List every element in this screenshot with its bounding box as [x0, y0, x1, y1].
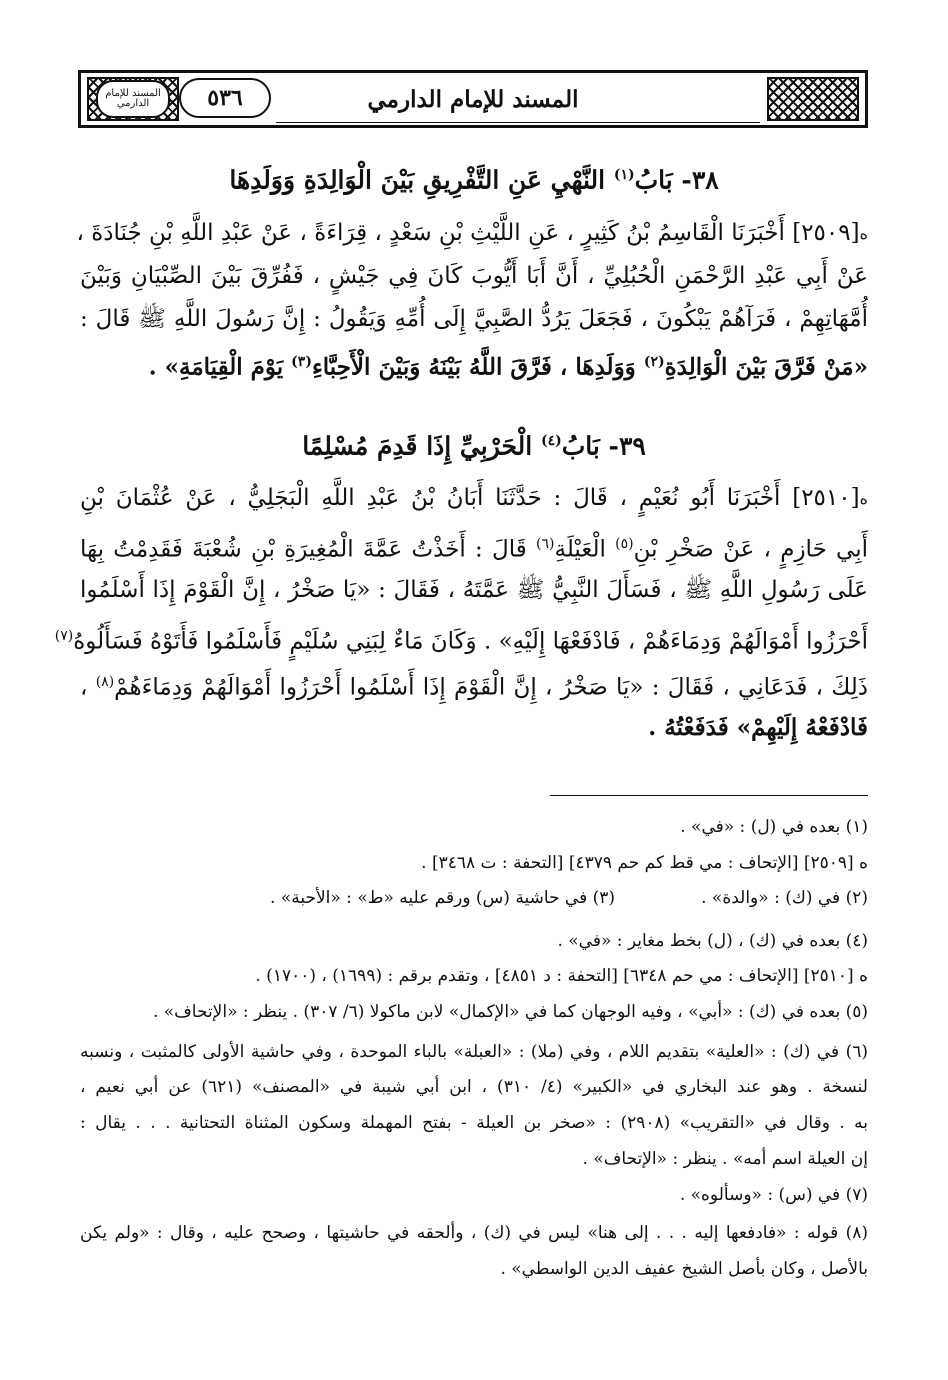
chapter-39-subject: الْحَرْبِيِّ إِذَا قَدِمَ مُسْلِمًا	[302, 431, 533, 461]
hadith-2510-line-2	[80, 524, 868, 570]
footnote-ref-1: (١)	[613, 167, 635, 183]
footnote-ref-8: (٨)	[95, 674, 115, 690]
chapter-39-title: ٣٩- بَابُ	[561, 431, 646, 461]
running-title: المسند للإمام الدارمي	[367, 85, 579, 113]
hadith-text: «مَنْ فَرَّقَ بَيْنَ الْوَالِدَةِ	[664, 353, 868, 381]
hadith-text: يَوْمَ الْقِيَامَةِ» .	[148, 353, 284, 381]
hadith-text: أَحْرَزُوا أَمْوَالَهُمْ وَدِمَاءَهُمْ ، فَادْفَعْهَا إِلَيْهِ» . وَكَانَ مَاءٌ لِبَنِي سُلَيْمٍ فَأَسْلَمُوا فَأَتَوْهُ فَسَأَلُوهُ	[73, 628, 868, 655]
seal-text: المسند للإمام الدارمي	[96, 80, 170, 118]
footnote-ref-3: (٣)	[291, 354, 312, 370]
footnote-ref-5: (٥)	[615, 536, 634, 552]
hadith-2510-line-4	[54, 616, 868, 662]
hadith-text: أَخْبَرَنَا أَبُو نُعَيْمٍ ، قَالَ : حَدَّثَنَا أَبَانُ بْنُ عَبْدِ اللَّهِ الْبَجَلِيُّ ، عَنْ عُثْمَانَ بْنِ	[80, 485, 781, 511]
footnote-6-line-1: (٦) في (ك) : «العلية» بتقديم اللام ، وفي (ملا) : «العبلة» بالباء الموحدة ، وفي حاشية الأولى كالمثبت ، ونسبه	[80, 1042, 868, 1062]
chapter-38-title: ٣٨- بَابُ	[634, 165, 719, 195]
page-header	[78, 70, 868, 128]
footnote-1: (١) بعده في (ل) : «في» .	[680, 817, 868, 837]
footnote-3: (٣) في حاشية (س) ورقم عليه «ط» : «الأحبة» .	[270, 888, 616, 908]
hadith-2510-line-6: فَادْفَعْهُ إِلَيْهِمْ» فَدَفَعْتُهُ .	[648, 714, 868, 741]
footnote-ref-7: (٧)	[54, 628, 74, 644]
hadith-2509-line-1	[76, 213, 868, 254]
hadith-2510-line-3: عَلَى رَسُولِ اللَّهِ ﷺ ، فَسَأَلَ النَّبِيُّ ﷺ عَمَّتَهُ ، فَقَالَ : «يَا صَخْرُ ، إِنَّ الْقَوْمَ إِذَا أَسْلَمُوا	[80, 577, 868, 603]
footnote-ref-6: (٦)	[536, 536, 555, 552]
hadith-text: ذَلِكَ ، فَدَعَانِي ، فَقَالَ : «يَا صَخْرُ ، إِنَّ الْقَوْمَ إِذَا أَسْلَمُوا أَحْرَزُوا أَمْوَالَهُمْ وَدِمَاءَهُمْ	[114, 674, 868, 701]
hadith-marker: ه	[859, 489, 868, 508]
footnote-6-line-4: إن العيلة اسم أمه» . ينظر : «الإتحاف» .	[582, 1149, 868, 1169]
chapter-38-heading	[80, 155, 868, 200]
chapter-39-heading	[80, 421, 868, 466]
footnote-7: (٧) في (س) : «وسألوه» .	[679, 1185, 868, 1205]
footnote-separator	[550, 795, 868, 796]
chapter-38-subject: النَّهْيِ عَنِ التَّفْرِيقِ بَيْنَ الْوَالِدَةِ وَوَلَدِهَا	[229, 165, 606, 195]
hadith-2509-line-4	[80, 342, 868, 388]
hadith-text: وَوَلَدِهَا ، فَرَّقَ اللَّهُ بَيْنَهُ وَبَيْنَ الْأَحِبَّاءِ	[311, 353, 636, 381]
hadith-text: أَبِي حَازِمٍ ، عَنْ صَخْرِ بْنِ	[633, 536, 868, 563]
header-ornament-right	[767, 77, 859, 121]
hadith-marker: ه	[859, 224, 868, 243]
footnote-8-line-2: بالأصل ، وكان بأصل الشيخ عفيف الدين الواسطي» .	[500, 1259, 868, 1279]
footnote-2-3-row	[80, 883, 868, 913]
hadith-number: [٢٥٠٩]	[792, 220, 860, 246]
footnote-takhrij-2509: ه [٢٥٠٩] [الإتحاف : مي قط كم حم ٤٣٧٩] [التحفة : ت ٣٤٦٨] .	[421, 853, 868, 873]
footnote-4: (٤) بعده في (ك) ، (ل) بخط مغاير : «في» .	[557, 931, 868, 951]
footnote-takhrij-2510: ه [٢٥١٠] [الإتحاف : مي حم ٦٣٤٨] [التحفة : د ٤٨٥١] ، وتقدم برقم : (١٦٩٩) ، (١٧٠٠) .	[255, 966, 868, 986]
hadith-2510-line-1	[80, 478, 868, 519]
hadith-2509-line-2: عَنْ أَبِي عَبْدِ الرَّحْمَنِ الْحُبُلِيِّ ، أَنَّ أَبَا أَيُّوبَ كَانَ فِي جَيْشٍ ، فَفُرِّقَ بَيْنَ الصِّبْيَانِ وَبَيْنَ	[80, 263, 868, 289]
hadith-text: قَالَ : أَخَذْتُ عَمَّةَ الْمُغِيرَةِ بْنِ شُعْبَةَ فَقَدِمْتُ بِهَا	[80, 536, 527, 563]
hadith-number: [٢٥١٠]	[792, 485, 860, 511]
header-rule	[276, 122, 760, 123]
footnote-6-line-3: به . وقال في «التقريب» (٢٩٠٨) : «صخر بن العيلة - بفتح المهملة وسكون المثناة التحتانية . . . يقال :	[80, 1113, 868, 1133]
hadith-text: أَخْبَرَنَا الْقَاسِمُ بْنُ كَثِيرٍ ، عَنِ اللَّيْثِ بْنِ سَعْدٍ ، قِرَاءَةً ، عَنْ عَبْدِ اللَّهِ بْنِ جُنَادَةَ ،	[76, 220, 785, 246]
hadith-2510-line-5: ذَلِكَ ، فَدَعَانِي ، فَقَالَ : «يَا صَخْرُ ، إِنَّ الْقَوْمَ إِذَا أَسْلَمُوا أَحْرَزُوا أَمْوَالَهُمْ وَدِمَاءَهُمْ$^{(٨)}$ ،	[80, 674, 868, 701]
footnote-ref-4: (٤)	[540, 433, 562, 449]
footnote-5: (٥) بعده في (ك) : «أبي» ، وفيه الوجهان كما في «الإكمال» لابن ماكولا (٦/ ٣٠٧) . ينظر : «الإتحاف» .	[152, 1002, 868, 1022]
hadith-2509-line-3: أُمَّهَاتِهِمْ ، فَرَآهُمْ يَبْكُونَ ، فَجَعَلَ يَرُدُّ الصَّبِيَّ إِلَى أُمِّهِ وَيَقُولُ : إِنَّ رَسُولَ اللَّهِ ﷺ قَالَ :	[80, 306, 868, 332]
page-number: ٥٣٦	[179, 78, 271, 118]
footnote-ref-2: (٢)	[643, 354, 665, 370]
footnote-6-line-2: لنسخة . وهو عند البخاري في «الكبير» (٤/ ٣١٠) ، ابن أبي شيبة في «المصنف» (٦٢١) عن أبي نعيم ،	[80, 1077, 868, 1097]
footnote-8-line-1: (٨) قوله : «فادفعها إليه . . . إلى هنا» ليس في (ك) ، وألحقه في حاشيتها ، وصحح عليه ، وقال : «ولم يكن	[80, 1223, 868, 1243]
hadith-text: الْعَيْلَةِ	[554, 536, 606, 563]
header-seal-left	[87, 77, 179, 121]
footnote-2: (٢) في (ك) : «والدة» .	[701, 888, 868, 908]
